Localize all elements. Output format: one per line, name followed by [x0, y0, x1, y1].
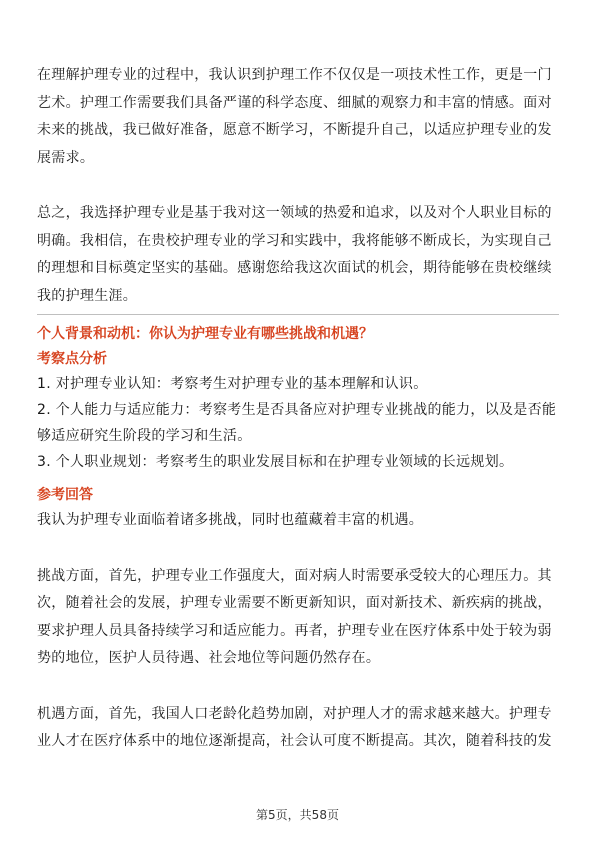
analysis-item-1: 1. 对护理专业认知：考察考生对护理专业的基本理解和认识。 — [37, 376, 428, 392]
page-content — [37, 62, 559, 756]
page-number-footer: 第5页，共58页 — [256, 808, 339, 822]
answer-paragraph-2: 挑战方面，首先，护理专业工作强度大，面对病人时需要承受较大的心理压力。其 次，随着社会的发展，护理专业需要不断更新知识，面对新技术、新疾病的挑战， 要求护理人员具备持续学习和适应能力。再者，护理专业在医疗体系中处于较为弱 势的地位，医护人员待遇、社会地位等问题仍然存在。 — [37, 567, 552, 666]
answer-paragraph-1: 我认为护理专业面临着诸多挑战，同时也蕴藏着丰富的机遇。 — [37, 512, 424, 528]
answer-heading: 参考回答 — [37, 487, 93, 503]
section-divider — [37, 314, 559, 315]
intro-paragraph-1: 在理解护理专业的过程中，我认识到护理工作不仅仅是一项技术性工作，更是一门 艺术。护理工作需要我们具备严谨的科学态度、细腻的观察力和丰富的情感。面对 未来的挑战，我已做好准备，愿意不断学习，不断提升自己，以适应护理专业的发 展需求。 — [37, 67, 552, 166]
question-heading: 个人背景和动机：你认为护理专业有哪些挑战和机遇？ — [37, 326, 373, 342]
intro-paragraph-2: 总之，我选择护理专业是基于我对这一领域的热爱和追求，以及对个人职业目标的 明确。我相信，在贵校护理专业的学习和实践中，我将能够不断成长，为实现自己 的理想和目标奠定坚实的基础。感谢您给我这次面试的机会，期待能够在贵校继续 我的护理生涯。 — [37, 205, 552, 304]
analysis-heading: 考察点分析 — [37, 351, 107, 367]
analysis-item-3: 3. 个人职业规划：考察考生的职业发展目标和在护理专业领域的长远规划。 — [37, 454, 514, 470]
answer-paragraph-3: 机遇方面，首先，我国人口老龄化趋势加剧，对护理人才的需求越来越大。护理专 业人才在医疗体系中的地位逐渐提高，社会认可度不断提高。其次，随着科技的发 — [37, 705, 552, 749]
analysis-item-2: 2. 个人能力与适应能力：考察考生是否具备应对护理专业挑战的能力，以及是否能 够适应研究生阶段的学习和生活。 — [37, 402, 557, 444]
